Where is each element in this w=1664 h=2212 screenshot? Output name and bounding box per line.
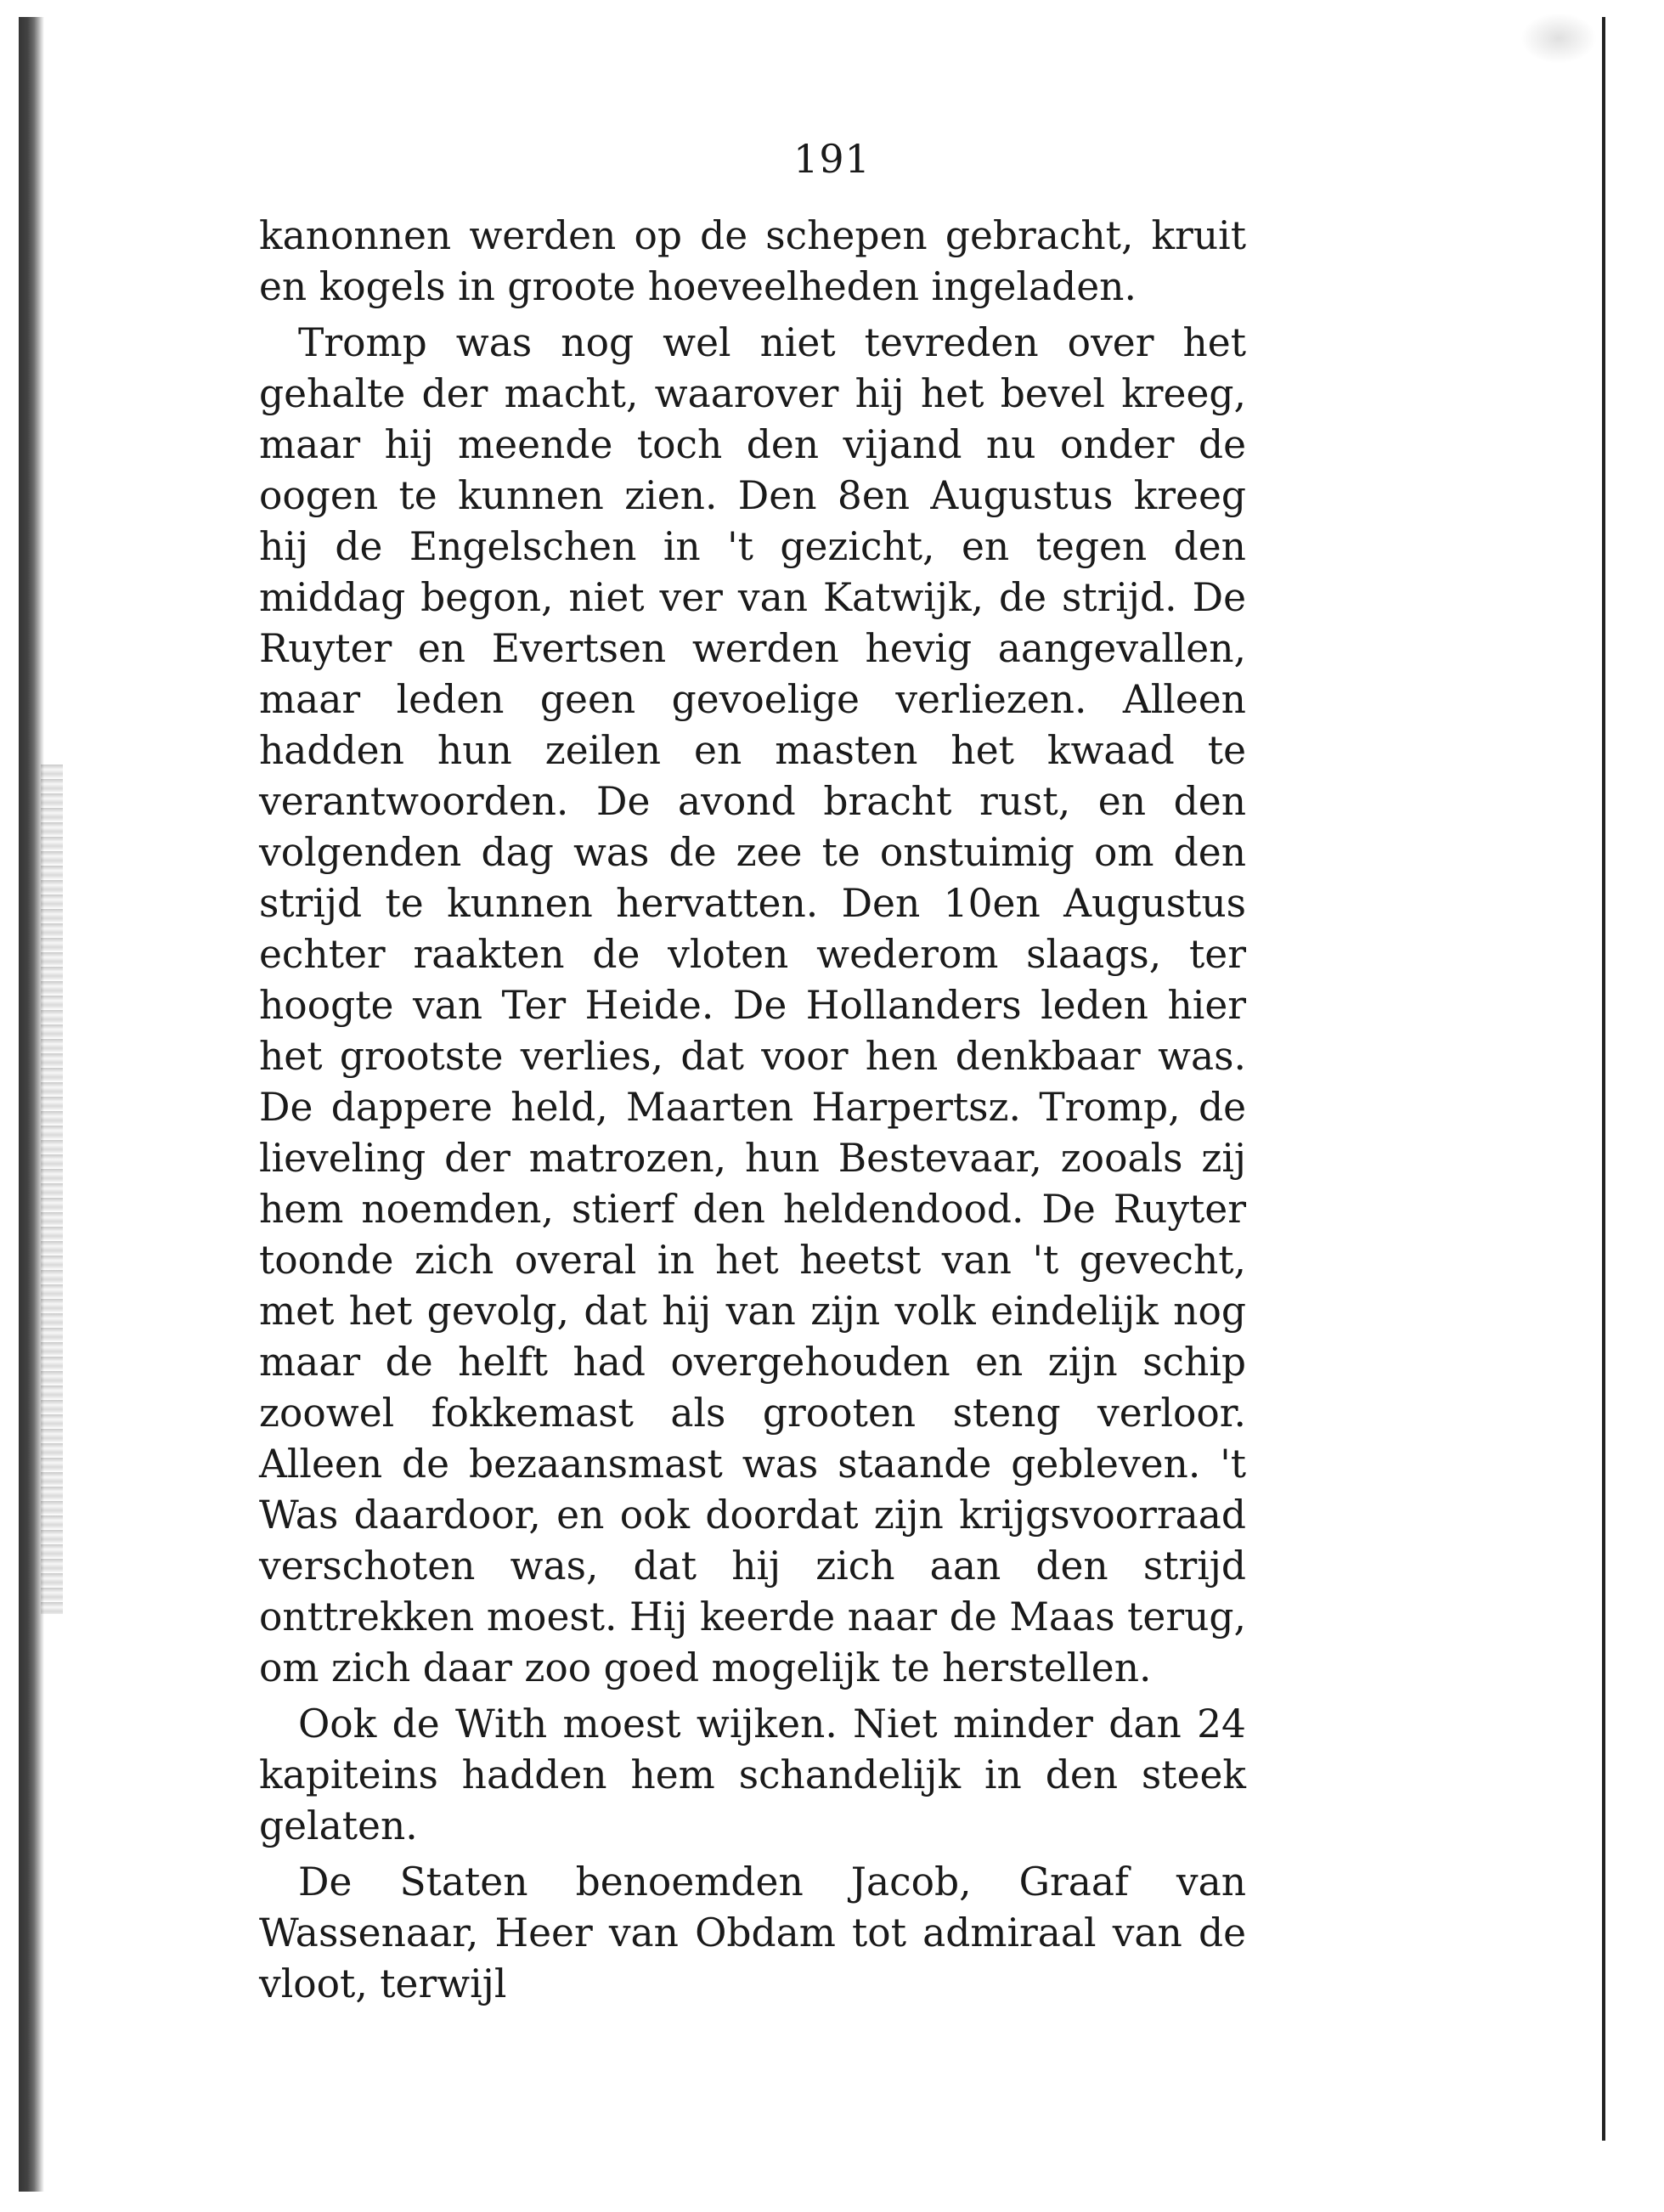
- page-number: 191: [793, 136, 871, 182]
- body-text: [259, 211, 1246, 2010]
- scan-left-edge-speckle: [41, 765, 63, 1614]
- paragraph-4: De Staten benoemden Jacob, Graaf van Wassenaar, Heer van Obdam tot admiraal van de vloot, terwijl: [259, 1859, 1246, 2006]
- paragraph-1: kanonnen werden op de schepen gebracht, kruit en kogels in groote hoeveelheden ingeladen.: [259, 213, 1246, 309]
- paragraph-2: Tromp was nog wel niet tevreden over het gehalte der macht, waarover hij het bevel kreeg, maar hij meende toch den vijand nu onder de oogen te kunnen zien. Den 8en Augustus kreeg hij de Engelschen in 't gezicht, en tegen den middag begon, niet ver van Katwijk, de strijd. De Ruyter en Evertsen werden hevig aangevallen, maar leden geen gevoelige verliezen. Alleen hadden hun zeilen en masten het kwaad te verantwoorden. De avond bracht rust, en den volgenden dag was de zee te onstuimig om den strijd te kunnen hervatten. Den 10en Augustus echter raakten de vloten wederom slaags, ter hoogte van Ter Heide. De Hollanders leden hier het grootste verlies, dat voor hen denkbaar was. De dappere held, Maarten Harpertsz. Tromp, de lieveling der matrozen, hun Bestevaar, zooals zij hem noemden, stierf den heldendood. De Ruyter toonde zich overal in het heetst van 't gevecht, met het gevolg, dat hij van zijn volk eindelijk nog maar de helft had overgehouden en zijn schip zoowel fokkemast als grooten steng verloor. Alleen de bezaansmast was staande gebleven. 't Was daardoor, en ook doordat zijn krijgsvoorraad verschoten was, dat hij zich aan den strijd onttrekken moest. Hij keerde naar de Maas terug, om zich daar zoo goed mogelijk te herstellen.: [259, 320, 1246, 1690]
- scan-right-edge: [1602, 17, 1605, 2141]
- paragraph-3: Ook de With moest wijken. Niet minder dan 24 kapiteins hadden hem schandelijk in den steek gelaten.: [259, 1701, 1246, 1848]
- scan-smudge: [1520, 13, 1597, 64]
